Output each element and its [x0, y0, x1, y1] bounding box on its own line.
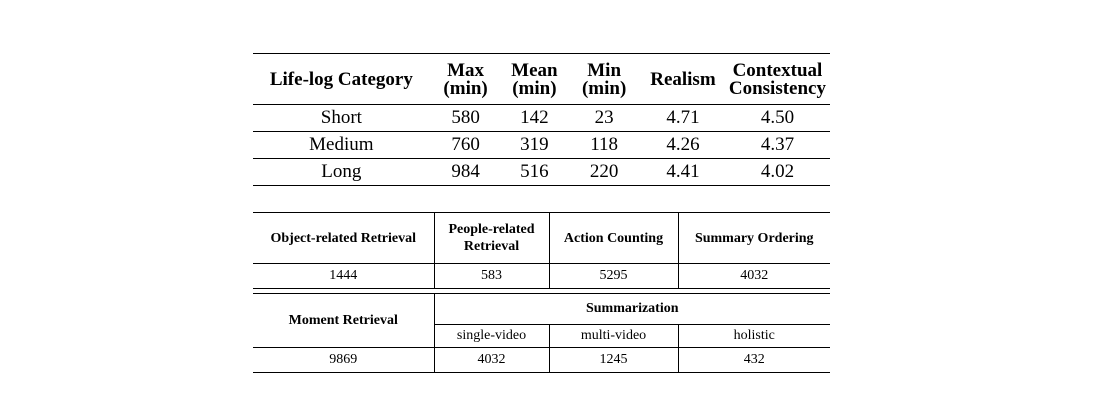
table-cell: 4.71	[666, 107, 700, 128]
table-cell: 319	[520, 134, 549, 155]
col-header-min: Min (min)	[581, 60, 627, 99]
table-row	[253, 348, 830, 373]
table-cell: 432	[743, 352, 765, 367]
table-cell: Long	[321, 161, 362, 182]
col-header-mean: Mean (min)	[511, 60, 558, 99]
col-subheader-multi-video: multi-video	[549, 325, 678, 348]
table-cell: 4032	[740, 268, 769, 283]
col-subheader-holistic: holistic	[678, 325, 830, 348]
col-header-people-retrieval: People-related Retrieval	[434, 213, 549, 264]
col-header-object-retrieval: Object-related Retrieval	[253, 213, 434, 264]
table-row	[253, 132, 830, 159]
col-header-category: Life-log Category	[269, 69, 413, 90]
table-cell: Short	[320, 107, 362, 128]
table-cell: 580	[451, 107, 480, 128]
col-header-max: Max (min)	[443, 60, 488, 99]
table-cell: 760	[451, 134, 480, 155]
table-cell: 1245	[549, 348, 678, 373]
col-subheader-single-video: single-video	[434, 325, 549, 348]
table-cell: 4.41	[666, 161, 700, 182]
table-cell: 4.26	[666, 134, 700, 155]
moment-summarization-table	[253, 293, 830, 373]
table-cell: 5295	[549, 264, 678, 289]
table-cell: 118	[590, 134, 619, 155]
table-cell: 9869	[253, 348, 434, 373]
table-cell: 516	[520, 161, 549, 182]
table-cell: 220	[589, 161, 619, 182]
table-header-row	[253, 213, 830, 264]
table-cell: 583	[434, 264, 549, 289]
table-cell: 984	[451, 161, 480, 182]
table-cell: 1444	[253, 264, 434, 289]
table-cell: Medium	[309, 134, 374, 155]
task-count-table	[253, 212, 830, 289]
lifelog-category-table	[253, 53, 830, 186]
table-header-row	[253, 54, 830, 105]
table-cell: 4.37	[760, 134, 795, 155]
table-row	[253, 264, 830, 289]
col-header-moment-retrieval: Moment Retrieval	[253, 294, 434, 348]
tables-container	[253, 53, 830, 373]
col-header-summary-ordering: Summary Ordering	[694, 230, 814, 246]
col-header-realism: Realism	[650, 69, 716, 90]
table-header-row	[253, 294, 830, 325]
table-row	[253, 159, 830, 186]
col-header-action-counting: Action Counting	[549, 213, 678, 264]
col-header-summarization: Summarization	[434, 294, 830, 325]
table-cell: 23	[594, 107, 614, 128]
table-cell: 142	[520, 107, 549, 128]
table-cell: 4.02	[760, 161, 795, 182]
table-row	[253, 105, 830, 132]
table-cell: 4.50	[760, 107, 795, 128]
col-header-consistency: Contextual Consistency	[728, 60, 826, 99]
table-cell: 4032	[434, 348, 549, 373]
